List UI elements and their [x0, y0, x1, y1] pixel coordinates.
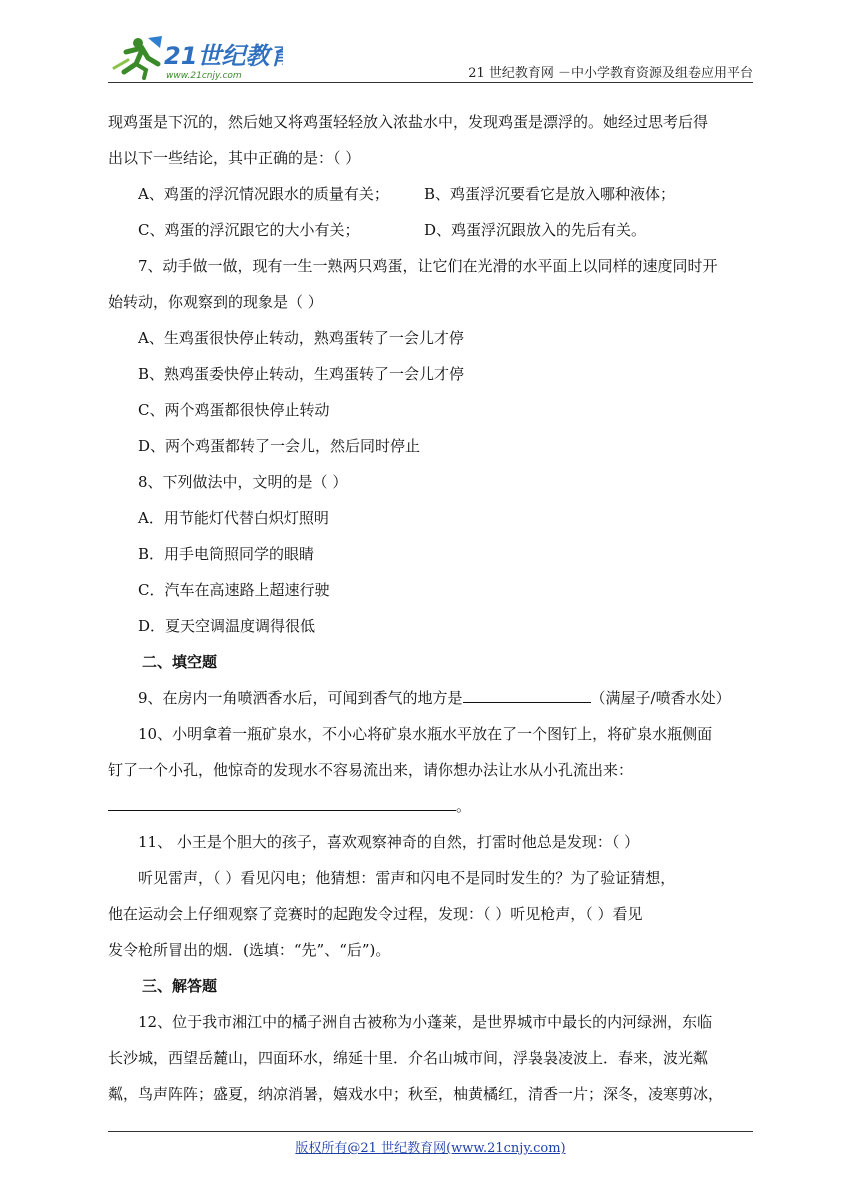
- header-divider: [108, 82, 753, 83]
- footer-divider: [108, 1131, 753, 1132]
- answer-blank[interactable]: [108, 794, 456, 811]
- question-9: [108, 680, 754, 716]
- svg-text:www.21cnjy.com: www.21cnjy.com: [166, 71, 242, 81]
- text-line: 发令枪所冒出的烟．(选填：“先”、“后”)。: [108, 941, 391, 959]
- text-line: 粼，鸟声阵阵；盛夏，纳凉消暑，嬉戏水中；秋至，柚黄橘红，清香一片；深冬，凌寒剪冰，: [108, 1085, 724, 1103]
- answer-blank[interactable]: [463, 686, 591, 703]
- answer-line: [108, 788, 754, 824]
- option-b: B、鸡蛋浮沉要看它是放入哪种液体；: [424, 185, 676, 203]
- question-9-text: 9、在房内一角喷洒香水后，可闻到香气的地方是: [138, 689, 463, 707]
- option-a: A、鸡蛋的浮沉情况跟水的质量有关；: [138, 185, 389, 203]
- section-heading-answer: 三、解答题: [142, 977, 218, 995]
- option-c: C．汽车在高速路上超速行驶: [138, 581, 330, 599]
- period: 。: [456, 797, 472, 815]
- question-9-options: （满屋子/喷香水处）: [590, 689, 731, 707]
- text-line: 钉了一个小孔，他惊奇的发现水不容易流出来，请你想办法让水从小孔流出来：: [108, 761, 634, 779]
- runner-logo-icon: [108, 34, 283, 82]
- text-line: 长沙城，西望岳麓山，四面环水，绵延十里．介名山城市间，浮袅袅凌波上．春来，波光粼: [108, 1049, 709, 1067]
- option-c: C、鸡蛋的浮沉跟它的大小有关；: [138, 221, 360, 239]
- option-a: A、生鸡蛋很快停止转动，熟鸡蛋转了一会儿才停: [138, 329, 464, 347]
- text-line: 现鸡蛋是下沉的，然后她又将鸡蛋轻轻放入浓盐水中，发现鸡蛋是漂浮的。她经过思考后得: [108, 113, 709, 131]
- question-10: 10、小明拿着一瓶矿泉水，不小心将矿泉水瓶水平放在了一个图钉上，将矿泉水瓶侧面: [138, 725, 713, 743]
- question-7: 7、动手做一做，现有一生一熟两只鸡蛋，让它们在光滑的水平面上以同样的速度同时开: [138, 257, 718, 275]
- option-b: B、熟鸡蛋委快停止转动，生鸡蛋转了一会儿才停: [138, 365, 465, 383]
- option-d: D．夏天空调温度调得很低: [138, 617, 316, 635]
- text-line: 出以下一些结论，其中正确的是：（ ）: [108, 149, 361, 167]
- question-12: 12、位于我市湘江中的橘子洲自古被称为小蓬莱，是世界城市中最长的内河绿洲，东临: [138, 1013, 713, 1031]
- option-d: D、两个鸡蛋都转了一会儿，然后同时停止: [138, 437, 421, 455]
- question-8: 8、下列做法中，文明的是（ ）: [138, 473, 348, 491]
- question-11: 11、 小王是个胆大的孩子，喜欢观察神奇的自然，打雷时他总是发现：（ ）: [138, 833, 640, 851]
- option-a: A．用节能灯代替白炽灯照明: [138, 509, 329, 527]
- copyright-link[interactable]: 版权所有@21 世纪教育网(www.21cnjy.com): [295, 1141, 566, 1156]
- section-heading-fill-blank: 二、填空题: [142, 653, 218, 671]
- option-c: C、两个鸡蛋都很快停止转动: [138, 401, 330, 419]
- text-line: 他在运动会上仔细观察了竞赛时的起跑发令过程，发现：（ ）听见枪声，（ ）看见: [108, 905, 643, 923]
- option-row: [108, 212, 754, 248]
- site-logo: [108, 34, 283, 82]
- text-line: 听见雷声，（ ）看见闪电；他猜想：雷声和闪电不是同时发生的？为了验证猜想，: [138, 869, 676, 887]
- question-content: [108, 104, 754, 1112]
- header-platform-text: 21 世纪教育网 －中小学教育资源及组卷应用平台: [468, 66, 753, 81]
- text-line: 始转动，你观察到的现象是（ ）: [108, 293, 323, 311]
- option-d: D、鸡蛋浮沉跟放入的先后有关。: [424, 221, 647, 239]
- option-b: B．用手电筒照同学的眼睛: [138, 545, 315, 563]
- option-row: [108, 176, 754, 212]
- svg-text:21世纪教育: 21世纪教育: [164, 42, 283, 70]
